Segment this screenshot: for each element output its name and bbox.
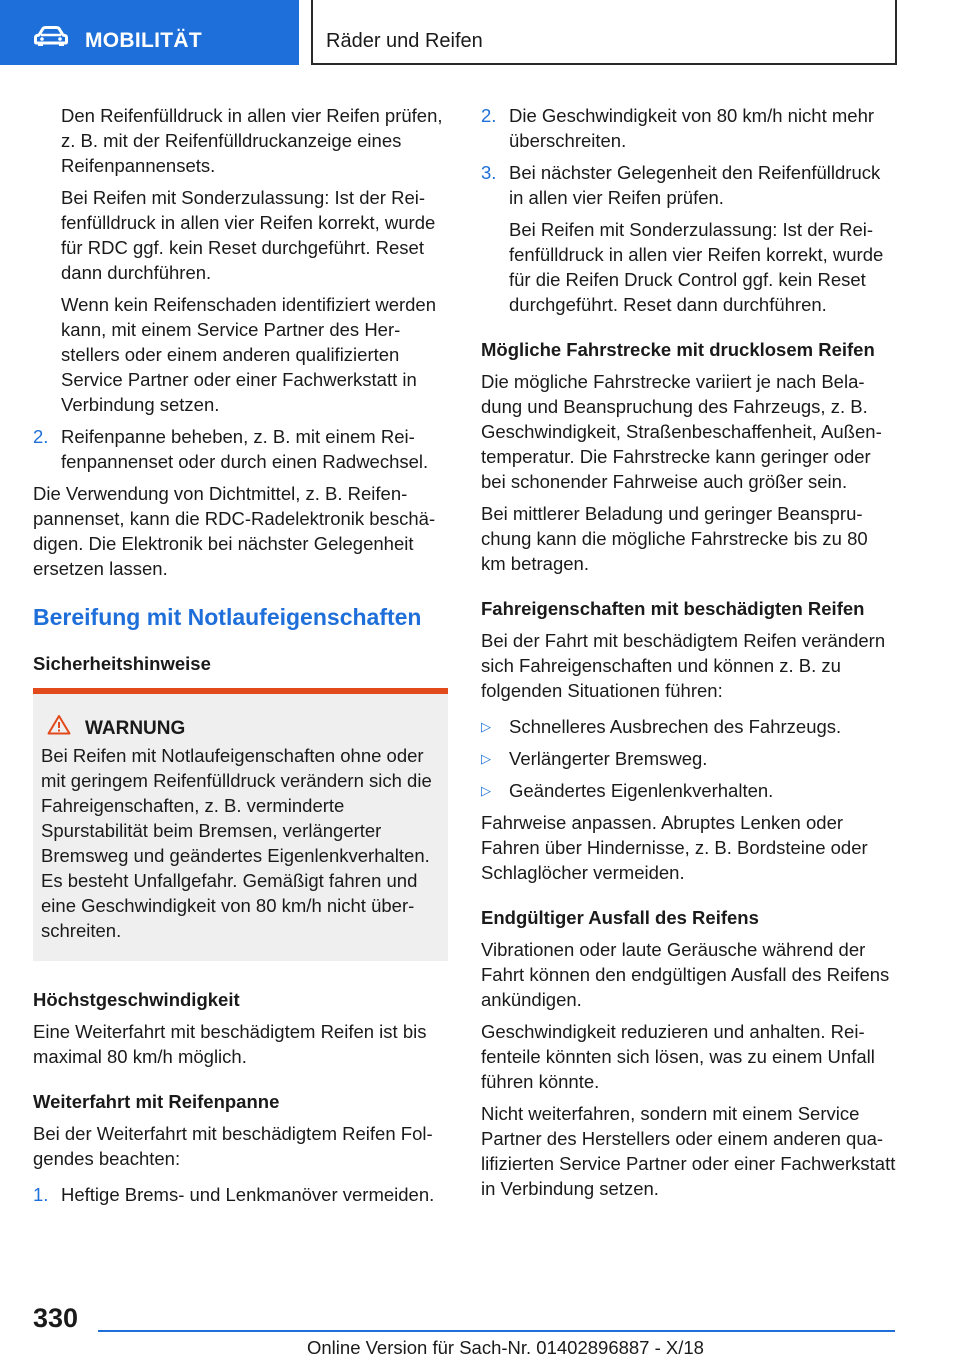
triangle-bullet-icon: ▷	[481, 719, 491, 734]
paragraph: Die mögliche Fahrstrecke variiert je nach Beladung und Beanspruchung des Fahrzeugs, z. B. Geschwindigkeit, Straßenbeschaffenheit, Außentemperatur. Die Fahrstrecke kann geringer oder bei schonender Fahrweise auch größer sein.	[481, 371, 882, 492]
paragraph: Den Reifenfülldruck in allen vier Reifen prüfen, z. B. mit der Reifenfülldruckanzeige eines Reifenpannensets.	[61, 105, 443, 176]
paragraph: Wenn kein Reifenschaden identifiziert werden kann, mit einem Service Partner des Herstellers oder einem anderen qualifizierten Service Partner oder einer Fachwerkstatt in Verbindung setzen.	[61, 294, 437, 415]
warning-title	[41, 714, 440, 742]
list-item-text: Verlängerter Bremsweg.	[509, 748, 708, 769]
step-number: 2.	[481, 105, 497, 126]
sub-heading: Höchstgeschwindigkeit	[33, 989, 240, 1010]
warning-box	[33, 688, 448, 961]
sub-heading: Weiterfahrt mit Reifenpanne	[33, 1091, 280, 1112]
paragraph: Bei Reifen mit Sonderzulassung: Ist der Reifenfülldruck in allen vier Reifen korrekt, wurde für die Reifen Druck Control ggf. kein Reset durchgeführt. Reset dann durchführen.	[509, 219, 884, 315]
triangle-bullet-icon: ▷	[481, 751, 491, 766]
paragraph: Bei Reifen mit Sonderzulassung: Ist der Reifenfülldruck in allen vier Reifen korrekt, wurde für RDC ggf. kein Reset durchgeführt. Reset dann durchführen.	[61, 187, 436, 283]
chapter-tab[interactable]	[311, 0, 897, 65]
page-number: 330	[33, 1303, 79, 1333]
paragraph: Die Verwendung von Dichtmittel, z. B. Reifenpannenset, kann die RDC-Radelektronik beschädigen. Die Elektronik bei nächster Gelegenheit ersetzen lassen.	[33, 483, 436, 579]
paragraph: Vibrationen oder laute Geräusche während der Fahrt können den endgültigen Ausfall des Reifens ankündigen.	[481, 939, 890, 1010]
right-column	[481, 103, 897, 1201]
step-item	[481, 103, 897, 153]
paragraph: Bei der Weiterfahrt mit beschädigtem Reifen Folgendes beachten:	[33, 1123, 433, 1169]
left-column	[33, 103, 448, 1207]
footer-online-version: Online Version für Sach-Nr. 01402896887 - X/18	[307, 1337, 704, 1358]
section-label: MOBILITÄT	[85, 29, 203, 52]
list-item	[481, 746, 897, 771]
step-text: Reifenpanne beheben, z. B. mit einem Reifenpannenset oder durch einen Radwechsel.	[61, 426, 429, 472]
sub-heading: Sicherheitshinweise	[33, 653, 211, 674]
paragraph: Bei mittlerer Beladung und geringer Beanspruchung kann die mögliche Fahrstrecke bis zu 80 km betragen.	[481, 503, 868, 574]
sub-heading: Fahreigenschaften mit beschädigten Reifen	[481, 598, 865, 619]
sub-heading: Mögliche Fahrstrecke mit drucklosem Reifen	[481, 339, 875, 360]
step-text: Bei nächster Gelegenheit den Reifenfülldruck in allen vier Reifen prüfen.	[509, 162, 881, 208]
chapter-title: Räder und Reifen	[326, 30, 483, 52]
paragraph: Fahrweise anpassen. Abruptes Lenken oder Fahren über Hindernisse, z. B. Bordsteine oder Schlaglöcher vermeiden.	[481, 812, 868, 883]
step-item	[481, 160, 897, 210]
list-item-text: Geändertes Eigenlenkverhalten.	[509, 780, 774, 801]
triangle-bullet-icon: ▷	[481, 783, 491, 798]
sub-heading: Endgültiger Ausfall des Reifens	[481, 907, 759, 928]
paragraph: Nicht weiterfahren, sondern mit einem Service Partner des Herstellers oder einem anderen qualifizierten Service Partner oder einer Fachwerkstatt in Verbindung setzen.	[481, 1103, 896, 1199]
list-item	[481, 714, 897, 739]
step-text: Die Geschwindigkeit von 80 km/h nicht mehr überschreiten.	[509, 105, 875, 151]
step-item	[33, 1182, 448, 1207]
list-item-text: Schnelleres Ausbrechen des Fahrzeugs.	[509, 716, 842, 737]
list-item	[481, 778, 897, 803]
paragraph: Eine Weiterfahrt mit beschädigtem Reifen ist bis maximal 80 km/h möglich.	[33, 1021, 427, 1067]
warning-triangle-icon	[47, 714, 71, 742]
step-item	[33, 424, 448, 474]
warning-label: WARNUNG	[85, 717, 186, 739]
car-icon	[34, 26, 68, 51]
warning-text: Bei Reifen mit Notlaufeigenschaften ohne oder mit geringem Reifenfülldruck verändern sich die Fahreigenschaften, z. B. verminderte Spurstabilität beim Bremsen, verlängerter Bremsweg und geändertes Eigenlenkverhalten. Es besteht Unfallgefahr. Gemäßigt fahren und eine Geschwindigkeit von 80 km/h nicht überschreiten.	[41, 745, 432, 941]
footer-divider	[98, 1330, 895, 1332]
step-number: 2.	[33, 426, 49, 447]
section-heading: Bereifung mit Notlaufeigenschaften	[33, 604, 422, 630]
paragraph: Geschwindigkeit reduzieren und anhalten. Reifenteile könnten sich lösen, was zu einem Unfall führen könnte.	[481, 1021, 875, 1092]
step-text: Heftige Brems- und Lenkmanöver vermeiden.	[61, 1184, 435, 1205]
paragraph: Bei der Fahrt mit beschädigtem Reifen verändern sich Fahreigenschaften und können z. B. zu folgenden Situationen führen:	[481, 630, 886, 701]
step-number: 1.	[33, 1184, 49, 1205]
section-tab[interactable]	[0, 0, 299, 65]
step-number: 3.	[481, 162, 497, 183]
